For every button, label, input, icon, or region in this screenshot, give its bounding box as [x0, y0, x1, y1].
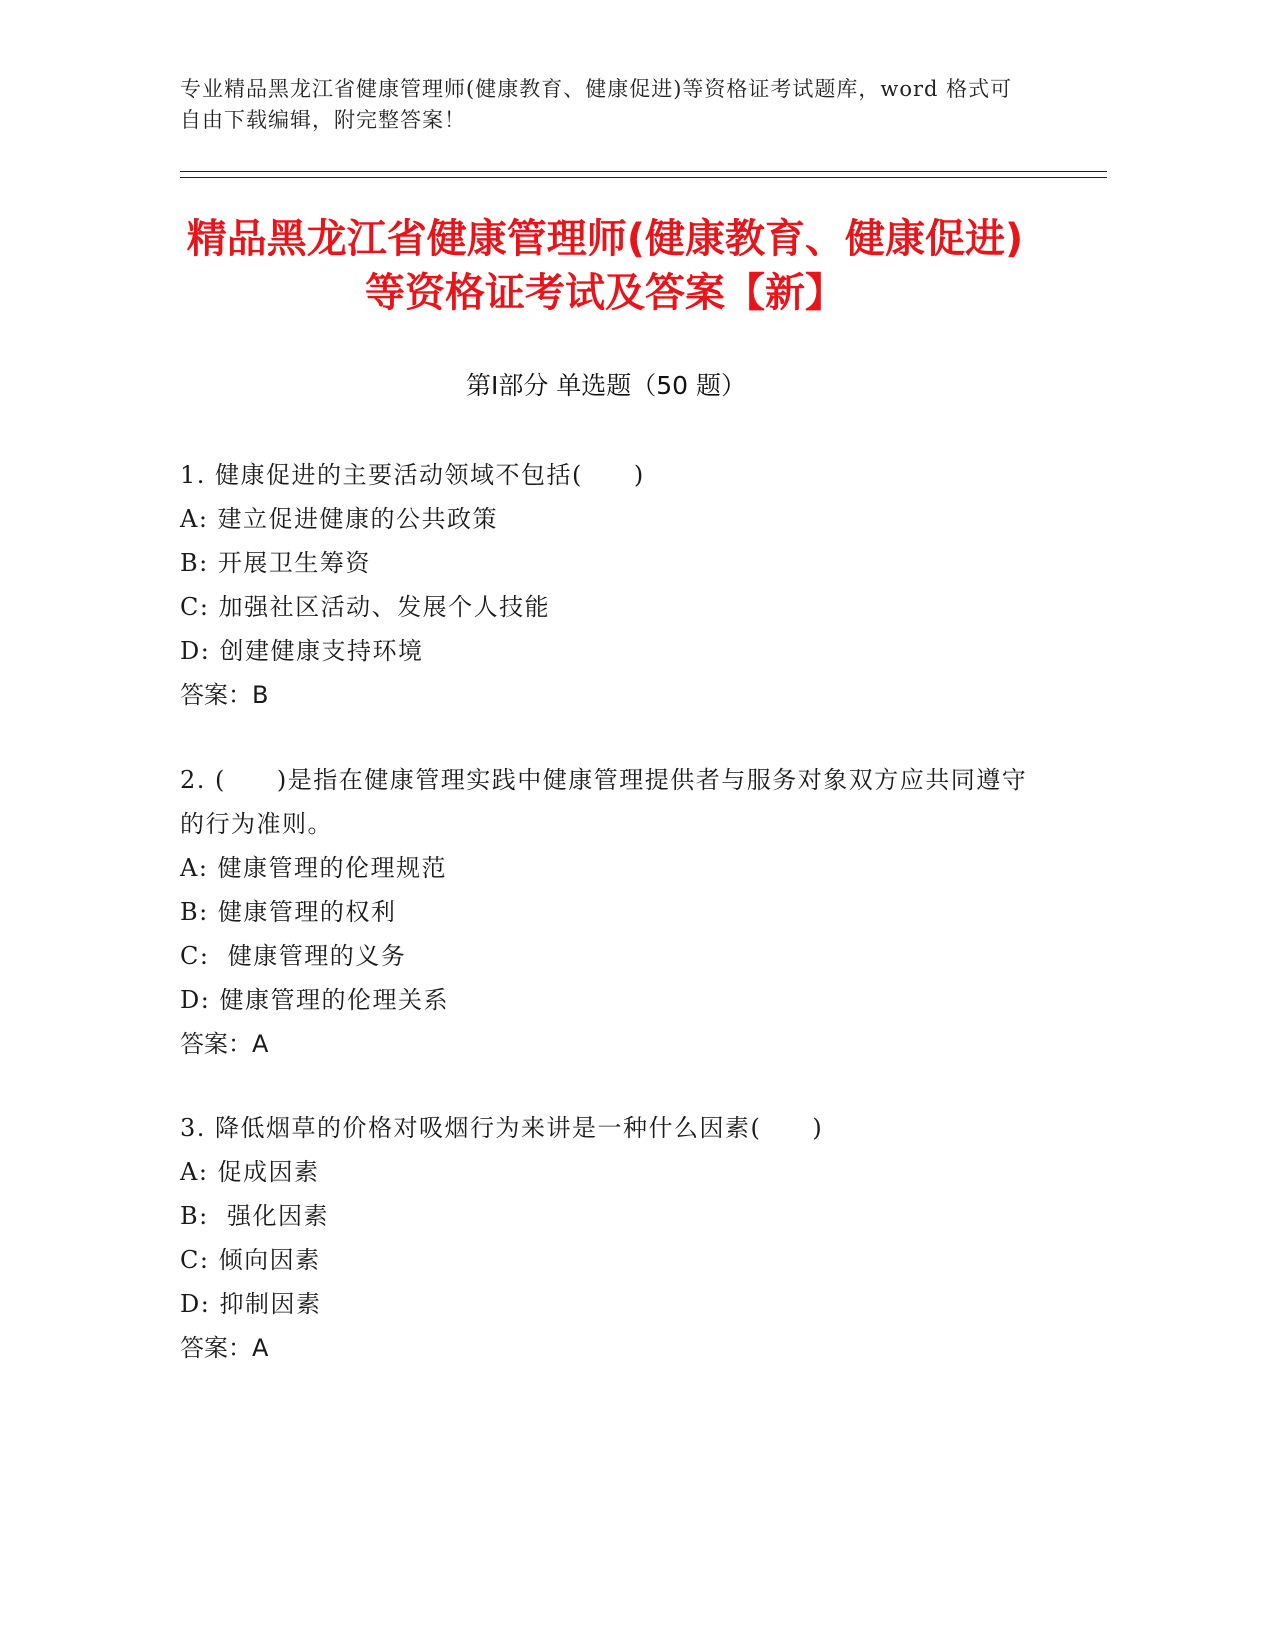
- option-b: B: 开展卫生筹资: [180, 549, 371, 577]
- option-c: C: 倾向因素: [180, 1246, 321, 1274]
- answer-line: 答案：A: [180, 1030, 269, 1058]
- option-a: A: 建立促进健康的公共政策: [180, 505, 499, 533]
- option-c: C: 加强社区活动、发展个人技能: [180, 593, 551, 621]
- question-stem: 1. 健康促进的主要活动领域不包括( ): [180, 461, 645, 489]
- option-d: D: 抑制因素: [180, 1290, 322, 1318]
- answer-line: 答案：A: [180, 1334, 269, 1362]
- option-b: B: 强化因素: [180, 1202, 329, 1230]
- question-2: [180, 758, 1030, 1066]
- question-stem: 2. ( )是指在健康管理实践中健康管理提供者与服务对象双方应共同遵守的行为准则。: [180, 766, 1028, 838]
- header-divider: [180, 171, 1107, 178]
- question-stem: 3. 降低烟草的价格对吸烟行为来讲是一种什么因素( ): [180, 1114, 824, 1142]
- option-a: A: 促成因素: [180, 1158, 320, 1186]
- option-b: B: 健康管理的权利: [180, 898, 397, 926]
- document-title: 精品黑龙江省健康管理师(健康教育、健康促进)等资格证考试及答案【新】: [186, 216, 1024, 316]
- header-note: 专业精品黑龙江省健康管理师(健康教育、健康促进)等资格证考试题库，word 格式可自由下载编辑，附完整答案！: [180, 77, 1013, 132]
- answer-line: 答案：B: [180, 681, 269, 709]
- question-3: [180, 1106, 1030, 1370]
- option-c: C: 健康管理的义务: [180, 942, 407, 970]
- option-d: D: 健康管理的伦理关系: [180, 986, 449, 1014]
- question-1: [180, 453, 1030, 717]
- option-a: A: 健康管理的伦理规范: [180, 854, 448, 882]
- section-title: 第Ⅰ部分 单选题（50 题）: [465, 371, 747, 400]
- option-d: D: 创建健康支持环境: [180, 637, 424, 665]
